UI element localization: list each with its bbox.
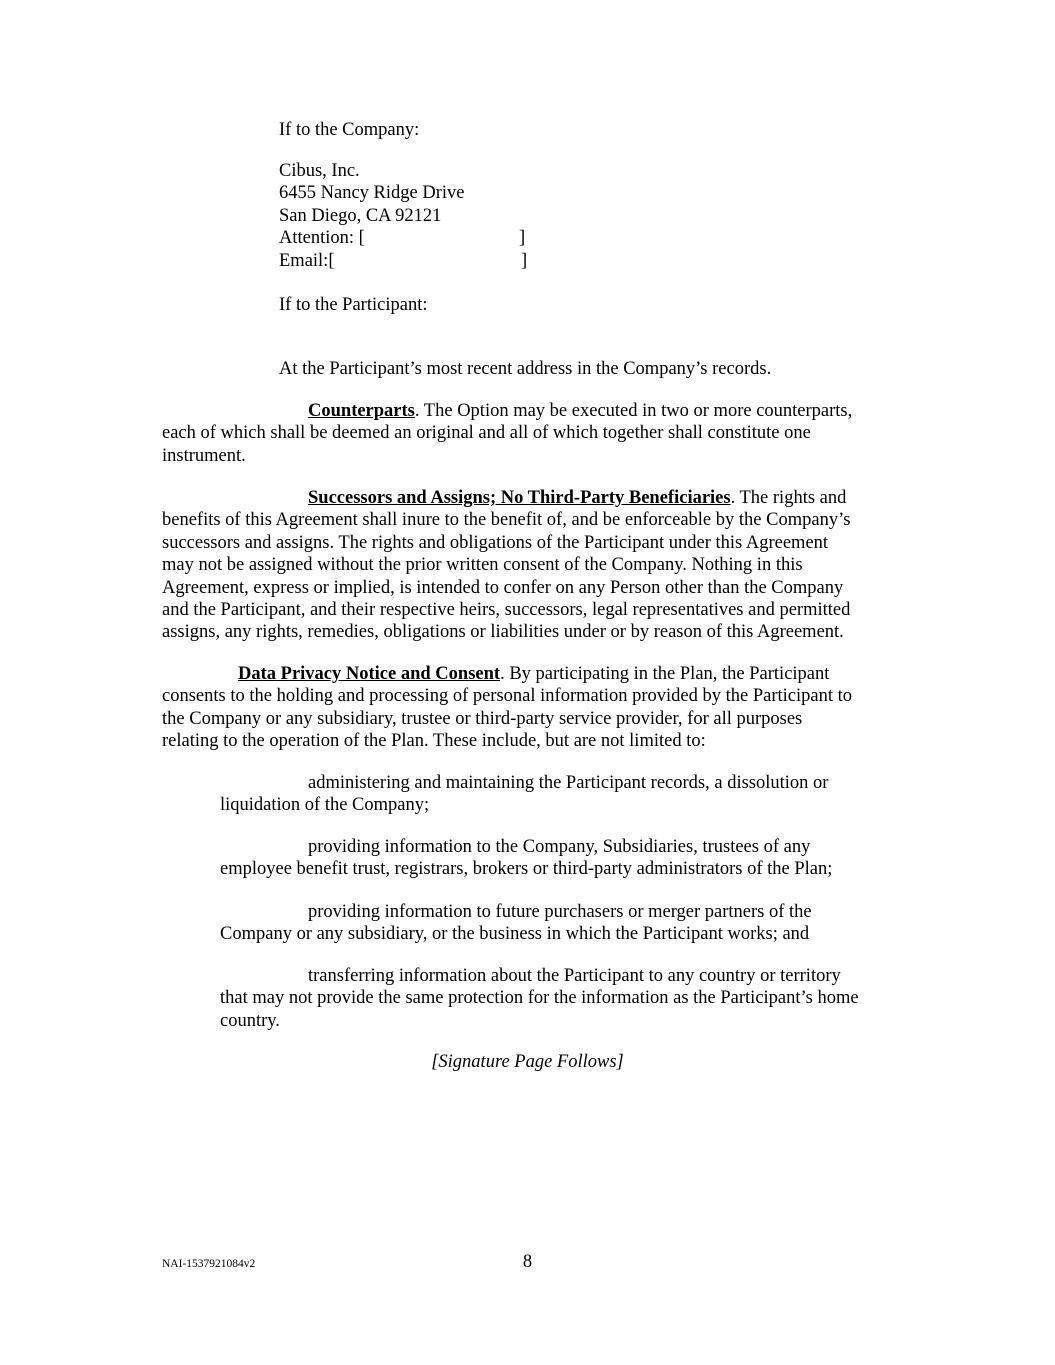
page-number: 8	[522, 1252, 533, 1272]
data-privacy-line: consents to the holding and processing of personal information provided by the Participant to	[162, 686, 853, 707]
participant-address: At the Participant’s most recent address in the Company’s records.	[279, 359, 772, 379]
successors-line: and the Participant, and their respective heirs, successors, legal representatives and permitted	[162, 599, 851, 620]
successors-line: successors and assigns. The rights and obligations of the Participant under this Agreement	[162, 532, 829, 553]
privacy-purpose-line: liquidation of the Company;	[220, 795, 430, 816]
privacy-purpose-item	[220, 901, 900, 946]
signature-page-note: [Signature Page Follows]	[431, 1052, 624, 1072]
successors-paragraph	[162, 487, 897, 644]
email-close-bracket: ]	[521, 251, 528, 271]
company-address-line2: San Diego, CA 92121	[279, 206, 442, 226]
successors-line: may not be assigned without the prior written consent of the Company. Nothing in this	[162, 555, 803, 576]
privacy-purpose-line: providing information to future purchasers or merger partners of the	[308, 902, 812, 922]
counterparts-line: instrument.	[162, 445, 246, 466]
email-label: Email:[	[279, 251, 335, 271]
successors-line: benefits of this Agreement shall inure to the benefit of, and be enforceable by the Company’s	[162, 510, 851, 531]
successors-line: Agreement, express or implied, is intended to confer on any Person other than the Company	[162, 577, 844, 598]
data-privacy-line: relating to the operation of the Plan. These include, but are not limited to:	[162, 731, 706, 752]
successors-line: assigns, any rights, remedies, obligations or liabilities under or by reason of this Agreement.	[162, 622, 844, 643]
counterparts-line: . The Option may be executed in two or more counterparts,	[414, 401, 853, 421]
privacy-purpose-line: administering and maintaining the Participant records, a dissolution or	[308, 773, 829, 793]
successors-heading: Successors and Assigns; No Third-Party Beneficiaries	[308, 488, 731, 508]
company-name: Cibus, Inc.	[279, 161, 360, 181]
data-privacy-paragraph	[162, 663, 897, 753]
data-privacy-line: the Company or any subsidiary, trustee or third-party service provider, for all purposes	[162, 708, 803, 729]
counterparts-line: each of which shall be deemed an original and all of which together shall constitute one	[162, 423, 811, 444]
company-notice-heading: If to the Company:	[279, 120, 420, 140]
privacy-purpose-line: providing information to the Company, Subsidiaries, trustees of any	[308, 837, 811, 857]
company-address-line1: 6455 Nancy Ridge Drive	[279, 183, 465, 203]
privacy-purpose-line: Company or any subsidiary, or the business in which the Participant works; and	[220, 924, 810, 945]
data-privacy-line: . By participating in the Plan, the Participant	[500, 664, 830, 684]
participant-notice-heading: If to the Participant:	[279, 295, 428, 315]
document-id: NAI-1537921084v2	[162, 1258, 256, 1270]
counterparts-heading: Counterparts	[308, 401, 415, 421]
privacy-purpose-line: country.	[220, 1010, 280, 1031]
privacy-purpose-line: transferring information about the Participant to any country or territory	[308, 966, 841, 986]
privacy-purpose-item	[220, 836, 900, 881]
privacy-purpose-item	[220, 965, 900, 1032]
data-privacy-heading: Data Privacy Notice and Consent	[238, 664, 501, 684]
attention-close-bracket: ]	[519, 228, 526, 248]
counterparts-paragraph	[162, 400, 897, 467]
privacy-purpose-line: that may not provide the same protection for the information as the Participant’s home	[220, 988, 859, 1009]
privacy-purpose-line: employee benefit trust, registrars, brokers or third-party administrators of the Plan;	[220, 859, 833, 880]
successors-line: . The rights and	[730, 488, 847, 508]
privacy-purpose-item	[220, 772, 900, 817]
attention-label: Attention: [	[279, 228, 365, 248]
